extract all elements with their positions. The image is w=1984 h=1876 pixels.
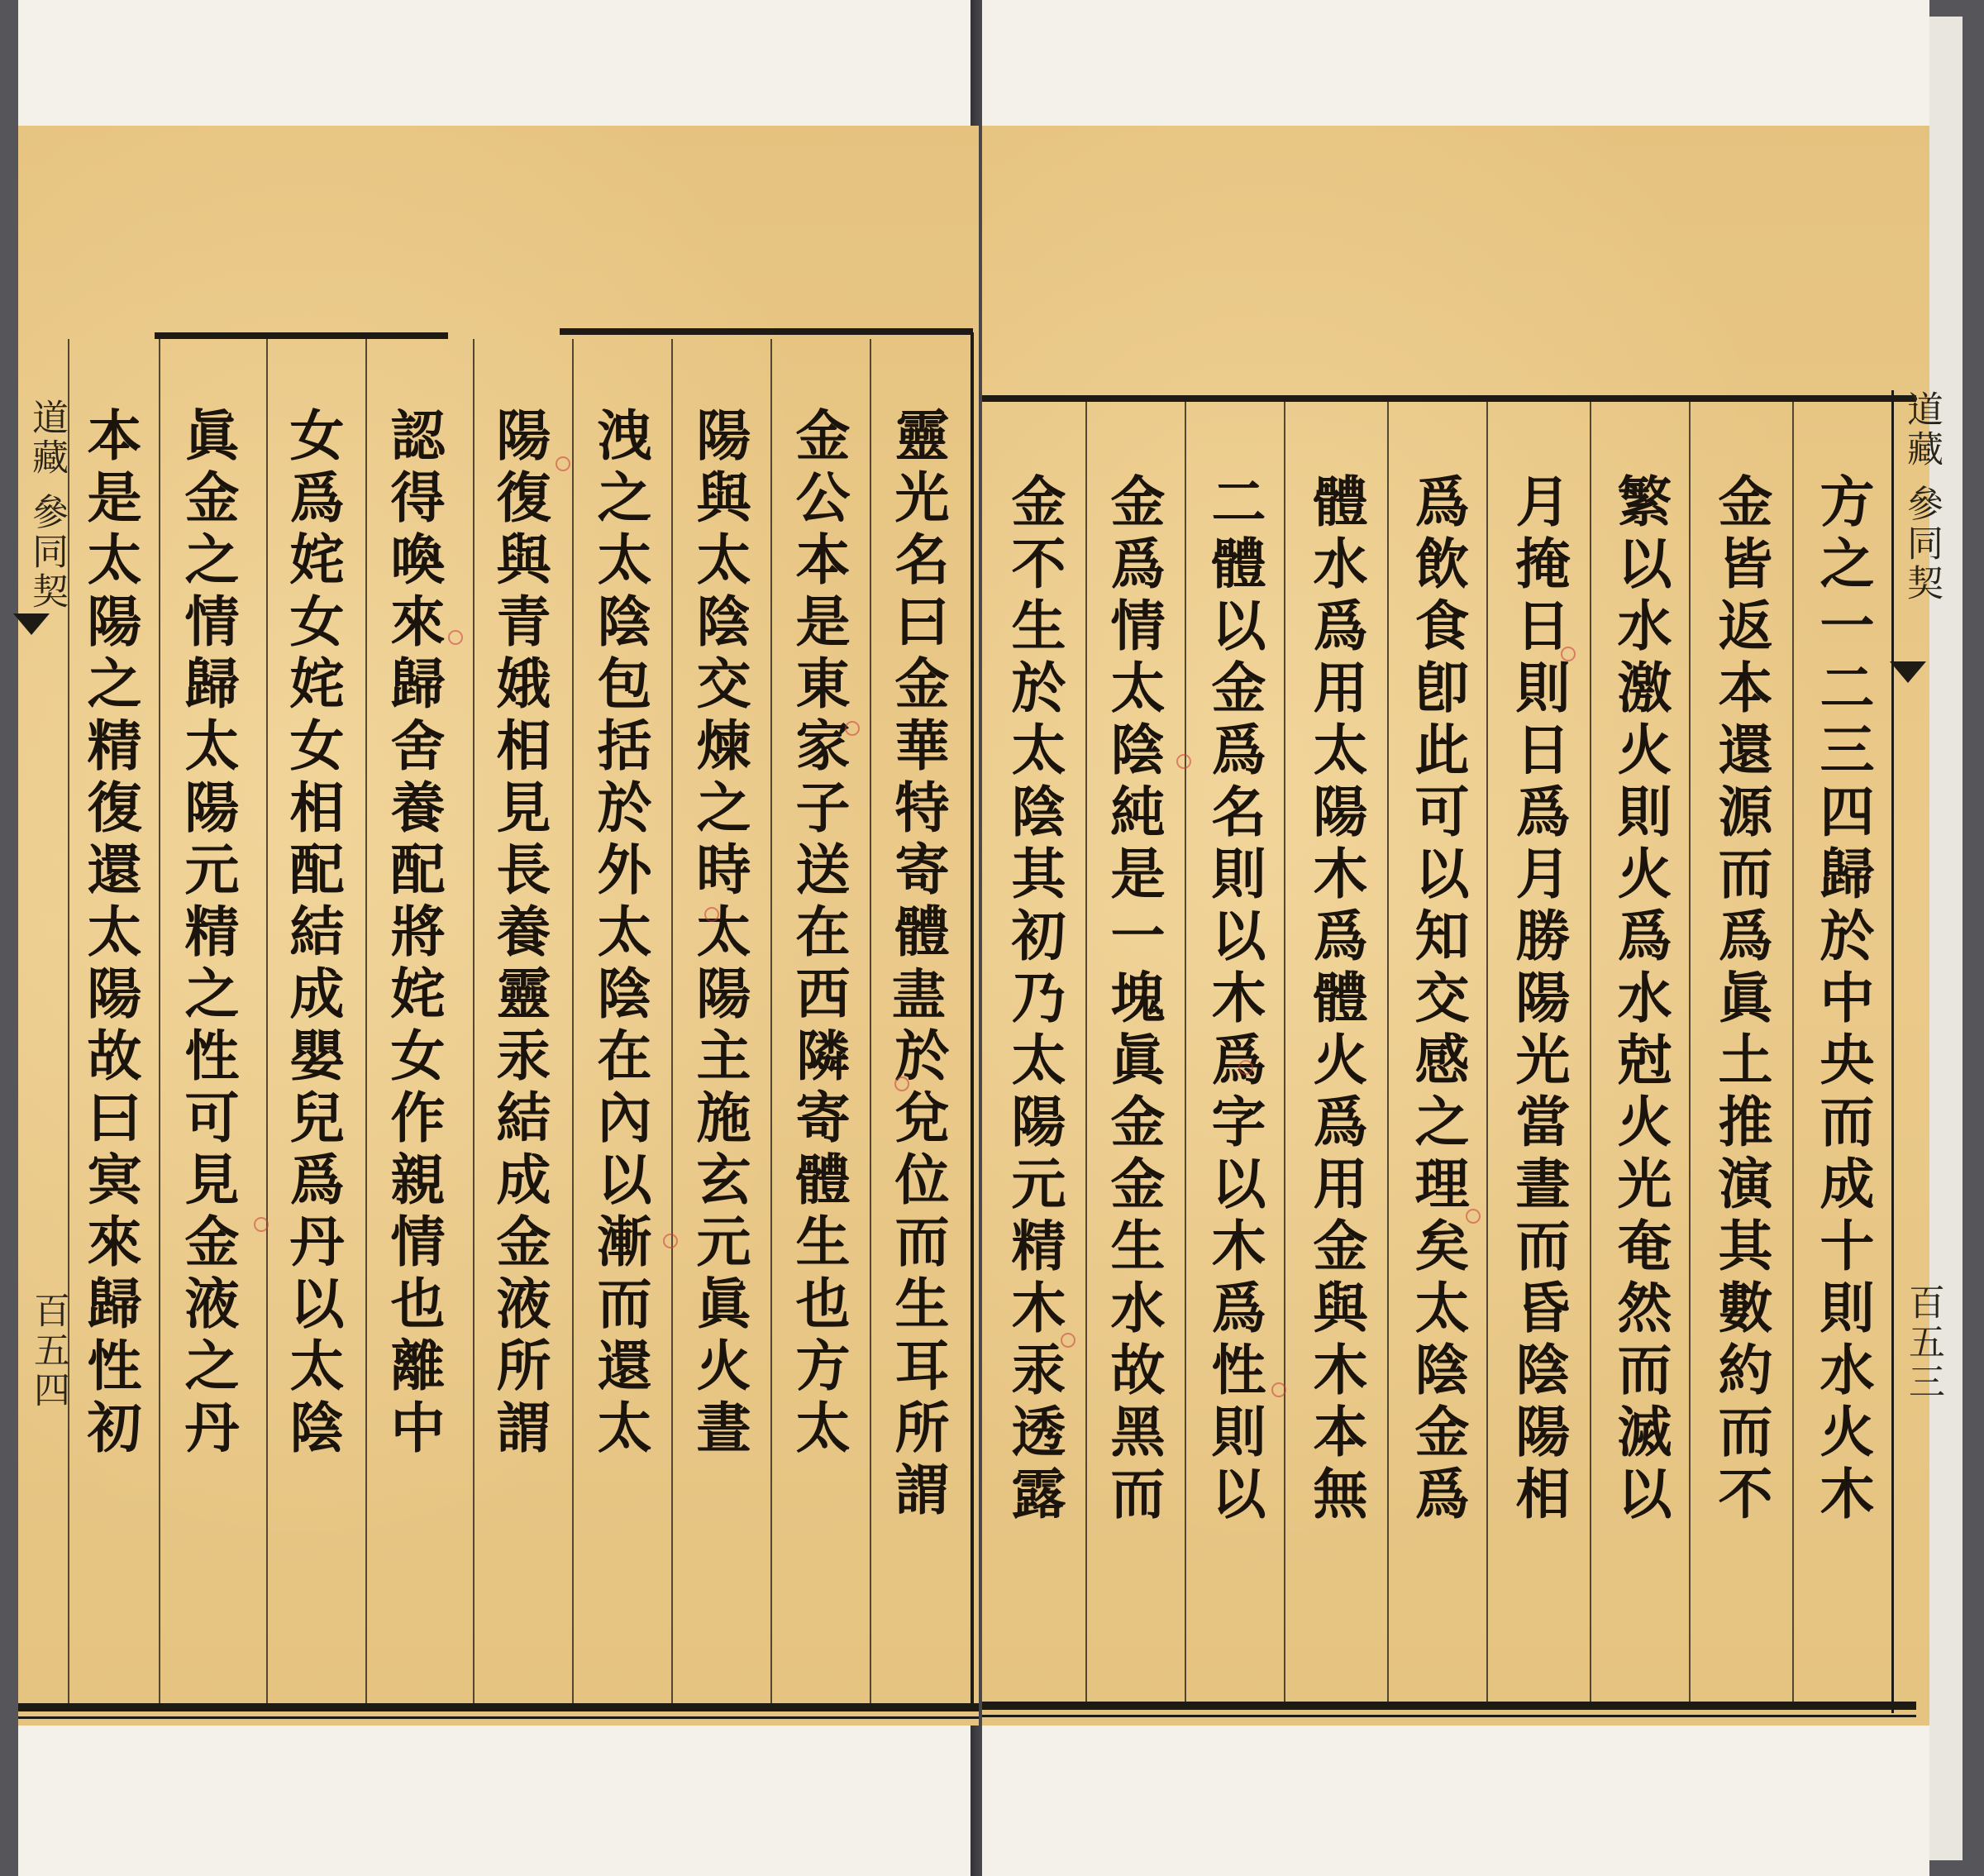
column-divider [1792,402,1794,1702]
text-column: 陽復與青娥相見長養靈汞結成金液所謂 [487,407,551,1461]
red-punctuation-mark [1061,1333,1075,1348]
column-divider [159,339,160,1703]
column-divider [770,339,772,1703]
text-column: 洩之太陰包括於外太陰在內以漸而還太 [588,407,652,1461]
red-punctuation-mark [1238,1060,1253,1075]
right-page-stack [1929,17,1963,1860]
column-divider [572,339,574,1703]
column-divider [1486,402,1488,1702]
column-divider [870,339,871,1703]
red-punctuation-mark [845,721,860,736]
text-column: 爲飲食卽此可以知交感之理矣太陰金爲 [1405,473,1470,1527]
column-divider [1689,402,1691,1702]
right-page [982,126,1944,1726]
fish-tail-mark [1890,661,1926,683]
text-column: 二體以金爲名則以木爲字以木爲性則以 [1202,473,1266,1527]
red-punctuation-mark [1176,754,1191,769]
left-frame-right [971,332,974,1709]
column-divider [1387,402,1389,1702]
red-punctuation-mark [1271,1382,1286,1397]
text-column: 陽與太陰交煉之時太陽主施玄元眞火晝 [687,407,751,1461]
right-top-rule [982,395,1916,402]
right-bottom-rule-thin [982,1715,1916,1717]
red-punctuation-mark [704,907,719,922]
text-column: 月掩日則日爲月勝陽光當晝而昏陰陽相 [1506,473,1571,1527]
red-punctuation-mark [254,1217,269,1232]
red-punctuation-mark [894,1076,909,1091]
margin-title: 道藏 參同契 [1901,390,1943,604]
text-column: 金皆返本還源而爲眞土推演其數約而不 [1709,473,1773,1527]
column-divider [266,339,268,1703]
text-column: 金公本是東家子送在西隣寄體生也方太 [786,407,851,1461]
text-column: 繁以水激火則火爲水尅火光奄然而滅以 [1608,473,1672,1527]
left-bottom-rule-thin [18,1716,979,1719]
text-column: 金不生於太陰其初乃太陽元精木汞透露 [1002,473,1066,1527]
page-number: 百五三 [1902,1283,1944,1402]
text-column: 本是太陽之精復還太陽故曰㝠來歸性初 [78,407,142,1461]
column-divider [365,339,367,1703]
text-column: 靈光名曰金華特寄體𥁞於兌位而生耳所謂 [885,407,950,1523]
fish-tail-mark [13,613,50,635]
left-page [18,126,979,1726]
left-bottom-rule [18,1703,979,1711]
column-divider [1185,402,1186,1702]
right-bottom-rule [982,1702,1916,1710]
text-column: 體水爲用太陽木爲體火爲用金與木本無 [1304,473,1368,1527]
column-divider [473,339,475,1703]
page-number: 百五四 [27,1291,69,1411]
text-column: 認得喚來歸舍養配將姹女作親情也離中 [381,407,446,1461]
column-divider [1284,402,1285,1702]
red-punctuation-mark [663,1234,678,1248]
text-column: 方之一二三四歸於中央而成十則水火木 [1810,473,1875,1527]
left-top-rule-2 [560,328,973,335]
red-punctuation-mark [448,630,463,645]
text-column: 眞金之情歸太陽元精之性可見金液之丹 [175,407,240,1461]
margin-title: 道藏 參同契 [26,399,68,612]
red-punctuation-mark [1466,1209,1481,1224]
red-punctuation-mark [556,456,570,471]
text-column: 女爲姹女姹女相配結成嬰兒爲丹以太陰 [280,407,345,1461]
left-top-rule [155,332,448,339]
text-column: 金爲情太陰純是一塊眞金金生水故黑而 [1101,473,1166,1527]
column-divider [1590,402,1591,1702]
right-fold-line [1891,390,1894,1713]
column-divider [671,339,673,1703]
red-punctuation-mark [1561,647,1576,661]
column-divider [1085,402,1087,1702]
